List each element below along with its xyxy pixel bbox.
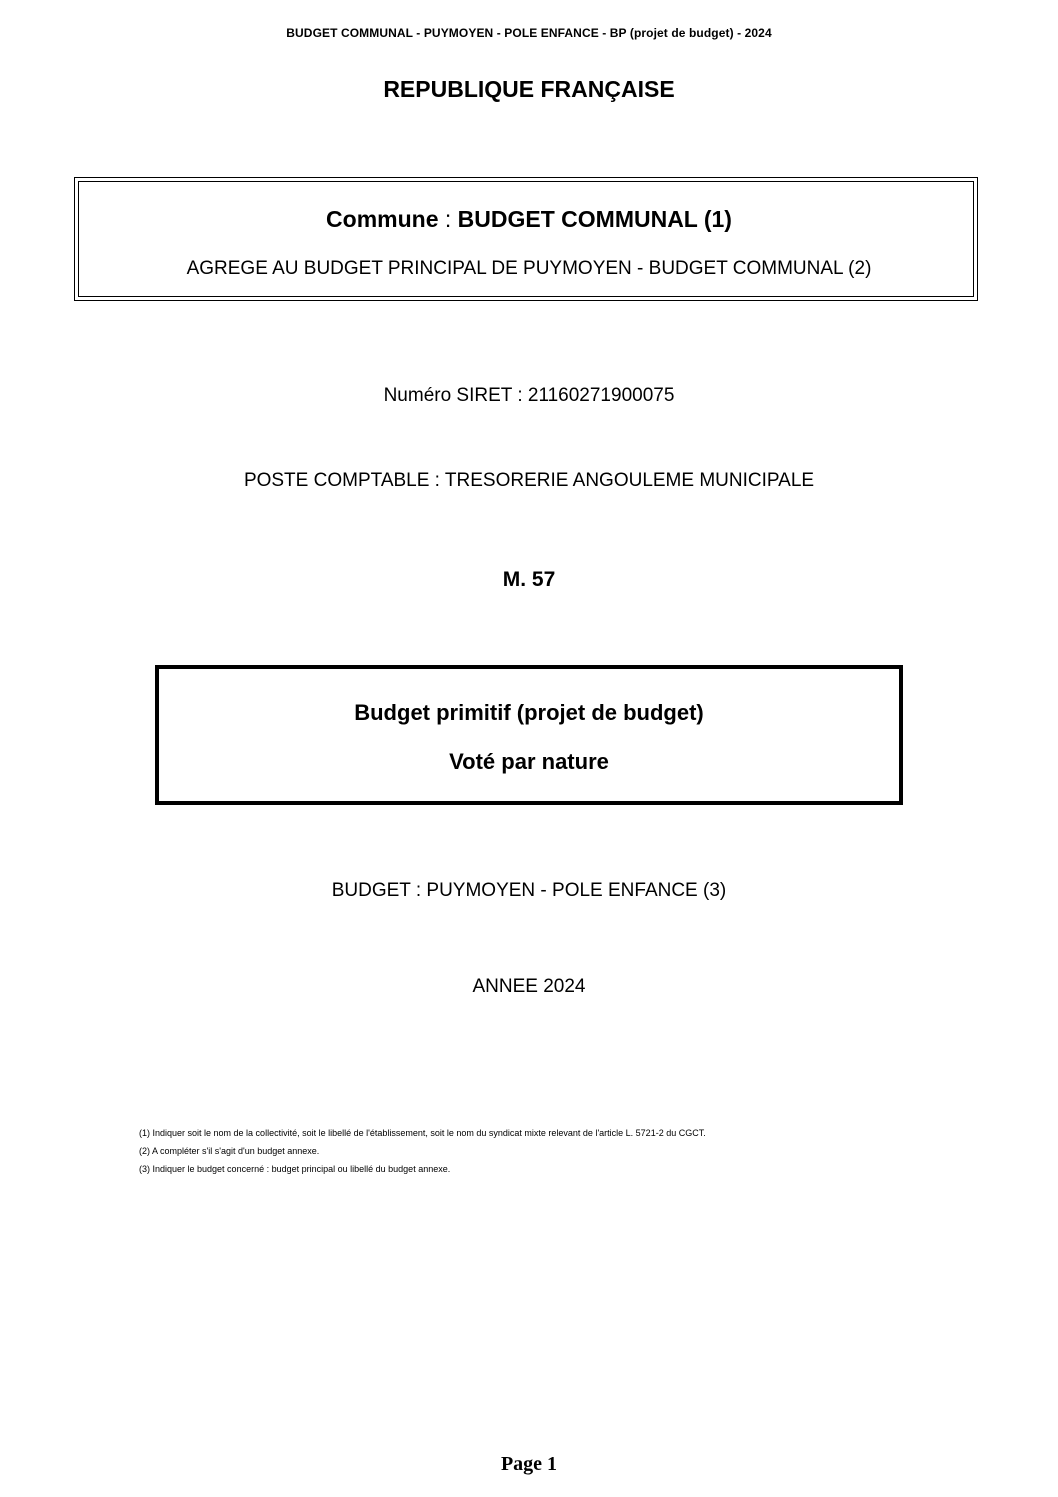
footnotes: [139, 1124, 706, 1178]
page-number: Page 1: [500, 1453, 558, 1475]
poste-comptable: POSTE COMPTABLE : TRESORERIE ANGOULEME MUNICIPALE: [243, 470, 815, 491]
agrege-line: AGREGE AU BUDGET PRINCIPAL DE PUYMOYEN - BUDGET COMMUNAL (2): [186, 258, 872, 279]
commune-name: BUDGET COMMUNAL (1): [457, 206, 732, 232]
nomenclature: M. 57: [502, 568, 556, 591]
budget-primitif-title: Budget primitif (projet de budget): [354, 700, 704, 725]
footnote-1: (1) Indiquer soit le nom de la collectivité, soit le libellé de l'établissement, soit le nom du syndicat mixte relevant de l'article L. 5721-2 du CGCT.: [139, 1128, 706, 1138]
siret-number: Numéro SIRET : 21160271900075: [383, 385, 675, 406]
footnote-2: (2) A compléter s'il s'agit d'un budget annexe.: [139, 1146, 320, 1156]
commune-separator: :: [438, 206, 458, 232]
commune-line: [0, 206, 1058, 233]
footnote-3: (3) Indiquer le budget concerné : budget principal ou libellé du budget annexe.: [139, 1164, 451, 1174]
budget-box: [155, 665, 903, 805]
commune-box: [74, 177, 978, 301]
republique-title: REPUBLIQUE FRANÇAISE: [383, 76, 675, 102]
annee: ANNEE 2024: [472, 976, 586, 997]
commune-label: Commune: [326, 206, 439, 232]
running-header: BUDGET COMMUNAL - PUYMOYEN - POLE ENFANCE - BP (projet de budget) - 2024: [286, 26, 772, 40]
budget-name: BUDGET : PUYMOYEN - POLE ENFANCE (3): [331, 880, 727, 901]
vote-par-nature: Voté par nature: [449, 749, 609, 774]
